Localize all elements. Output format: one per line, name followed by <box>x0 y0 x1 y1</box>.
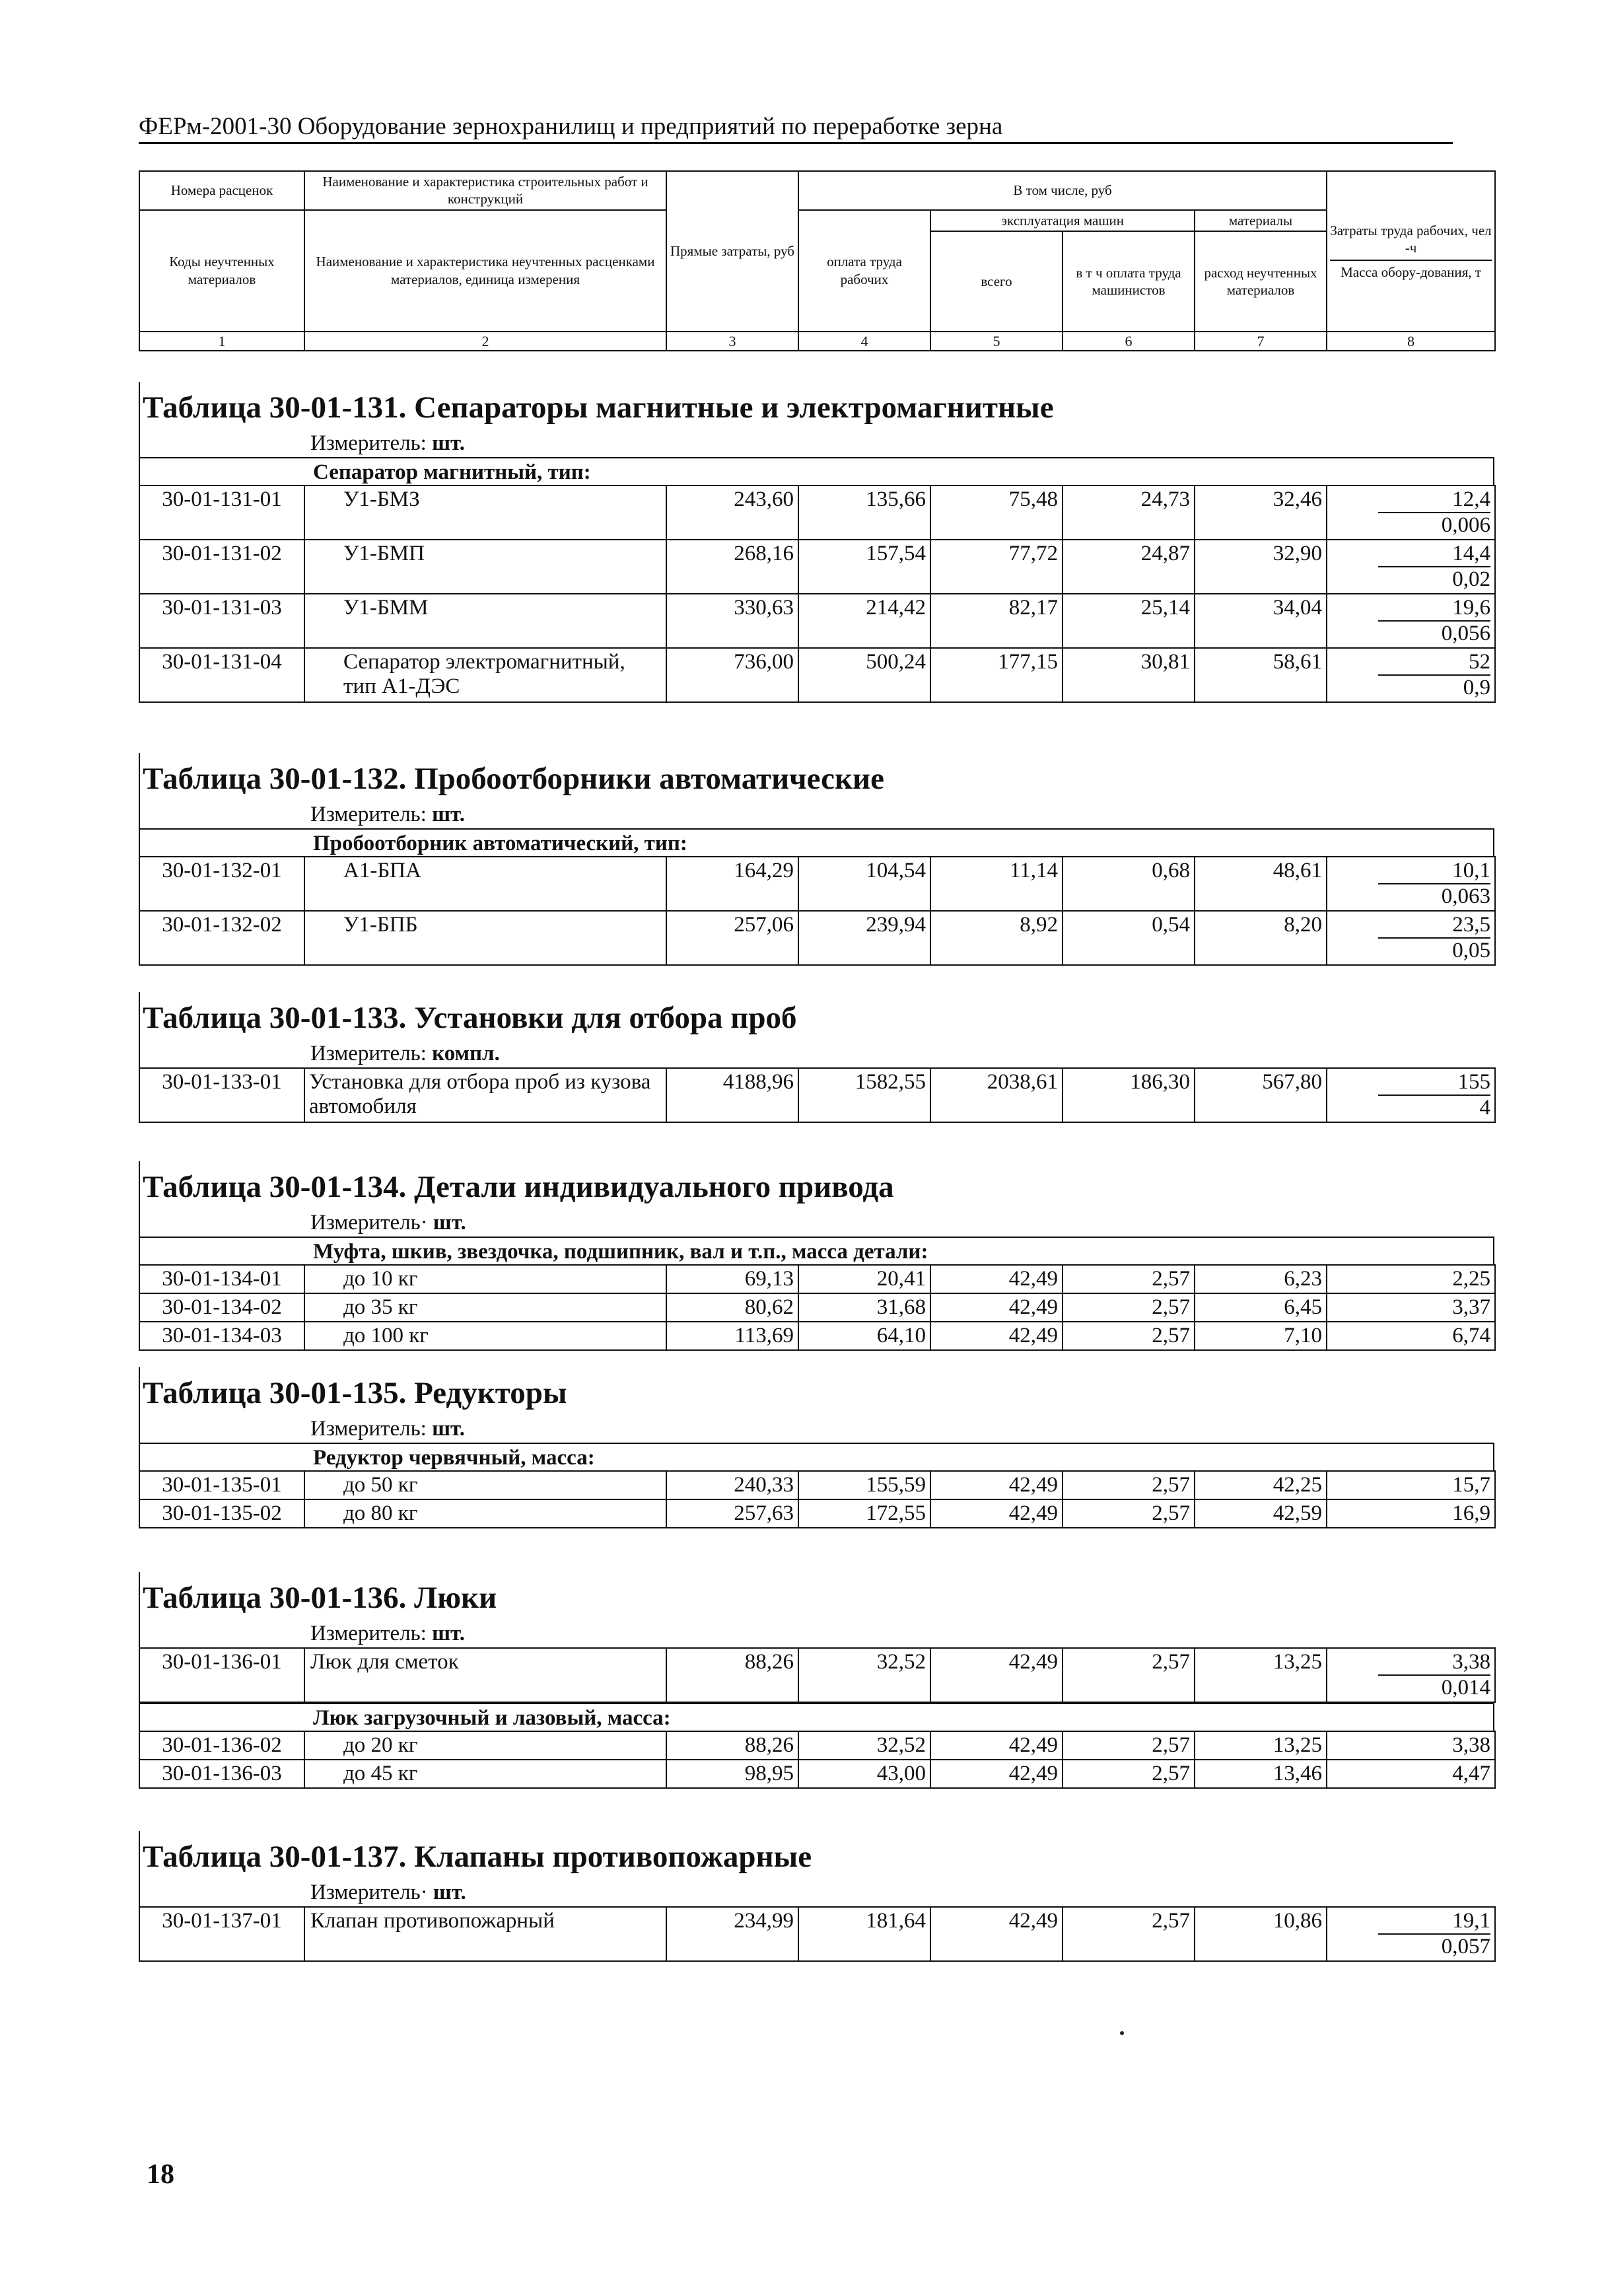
cost-c3: 240,33 <box>666 1471 798 1499</box>
cost-c5: 42,49 <box>930 1760 1063 1788</box>
work-name: Сепаратор электромагнитный, тип А1-ДЭС <box>304 648 666 702</box>
data-table <box>139 856 1496 966</box>
cost-c4: 1582,55 <box>798 1068 930 1122</box>
cost-c4: 155,59 <box>798 1471 930 1499</box>
col-number: 3 <box>666 332 798 351</box>
measure-value: шт. <box>433 1881 466 1904</box>
cost-c6: 2,57 <box>1063 1907 1195 1961</box>
table-title: Таблица 30-01-132. Пробоотборники автоматические <box>139 753 1494 801</box>
cost-c5: 42,49 <box>930 1499 1063 1528</box>
cost-c3: 257,06 <box>666 911 798 965</box>
table-title: Таблица 30-01-131. Сепараторы магнитные и электромагнитные <box>139 382 1494 429</box>
cost-c4: 135,66 <box>798 485 930 540</box>
labor-value-text: 14,4 <box>1378 542 1490 567</box>
measure-label: Измеритель: <box>310 803 427 826</box>
labor-cost <box>1327 540 1495 594</box>
table-row <box>139 485 1495 540</box>
cost-c7: 42,25 <box>1195 1471 1327 1499</box>
labor-cost <box>1327 857 1495 911</box>
cost-c6: 2,57 <box>1063 1471 1195 1499</box>
rate-code: 30-01-136-01 <box>139 1648 304 1702</box>
cost-c6: 0,54 <box>1063 911 1195 965</box>
labor-cost <box>1327 594 1495 648</box>
measure-unit <box>139 1415 1494 1443</box>
cost-c7: 42,59 <box>1195 1499 1327 1528</box>
group-header: В том числе, руб <box>798 171 1327 210</box>
labor-value <box>1331 1650 1490 1676</box>
data-table <box>139 485 1496 703</box>
cost-c3: 164,29 <box>666 857 798 911</box>
rate-code: 30-01-136-02 <box>139 1731 304 1760</box>
rate-code: 30-01-132-02 <box>139 911 304 965</box>
cost-c4: 214,42 <box>798 594 930 648</box>
cost-c4: 172,55 <box>798 1499 930 1528</box>
cost-c3: 243,60 <box>666 485 798 540</box>
cost-c5: 8,92 <box>930 911 1063 965</box>
labor-value-text: 155 <box>1378 1070 1490 1096</box>
labor-cost: 2,25 <box>1327 1265 1495 1293</box>
work-name: Клапан противопожарный <box>304 1907 666 1961</box>
col8-bottom: Масса обору-дования, т <box>1341 264 1481 280</box>
cost-c3: 98,95 <box>666 1760 798 1788</box>
subgroup-heading: Муфта, шкив, звездочка, подшипник, вал и т.п., масса детали: <box>139 1237 1494 1264</box>
price-table-section <box>139 1367 1494 1528</box>
table-row <box>139 911 1495 965</box>
cost-c6: 2,57 <box>1063 1760 1195 1788</box>
cost-c5: 2038,61 <box>930 1068 1063 1122</box>
col2-top: Наименование и характеристика строительных работ и конструкций <box>304 171 666 210</box>
cost-c3: 80,62 <box>666 1293 798 1322</box>
measure-label: Измеритель· <box>310 1881 428 1904</box>
labor-cost <box>1327 485 1495 540</box>
labor-value <box>1331 913 1490 939</box>
col2-bottom: Наименование и характеристика неучтенных расценками материалов, единица измерения <box>304 210 666 332</box>
work-name: У1-БПБ <box>304 911 666 965</box>
cost-c3: 257,63 <box>666 1499 798 1528</box>
cost-c3: 69,13 <box>666 1265 798 1293</box>
measure-label: Измеритель: <box>310 431 427 455</box>
equipment-mass: 0,05 <box>1452 938 1490 962</box>
table-row <box>139 1648 1495 1702</box>
rate-code: 30-01-134-03 <box>139 1322 304 1350</box>
price-table-section <box>139 1572 1494 1789</box>
cost-c3: 330,63 <box>666 594 798 648</box>
col6-header: в т ч оплата труда машинистов <box>1063 231 1195 332</box>
table-row <box>139 648 1495 702</box>
rate-code: 30-01-135-01 <box>139 1471 304 1499</box>
work-name: Люк для сметок <box>304 1648 666 1702</box>
price-table-section <box>139 382 1494 703</box>
col-number: 7 <box>1195 332 1327 351</box>
measure-label: Измеритель: <box>310 1622 427 1645</box>
price-table-section <box>139 992 1494 1123</box>
labor-value-text: 19,6 <box>1378 596 1490 622</box>
cost-c6: 24,73 <box>1063 485 1195 540</box>
equipment-mass: 0,056 <box>1441 621 1490 645</box>
labor-value-text: 3,38 <box>1378 1650 1490 1676</box>
work-name: до 100 кг <box>304 1322 666 1350</box>
cost-c5: 42,49 <box>930 1293 1063 1322</box>
rate-code: 30-01-135-02 <box>139 1499 304 1528</box>
labor-cost <box>1327 911 1495 965</box>
cost-c3: 736,00 <box>666 648 798 702</box>
measure-unit <box>139 1620 1494 1647</box>
measure-value: шт. <box>432 803 465 826</box>
equipment-mass: 4 <box>1479 1095 1490 1120</box>
measure-value: шт. <box>433 1211 466 1235</box>
col7-header: расход неучтенных материалов <box>1195 231 1327 332</box>
col-number: 1 <box>139 332 304 351</box>
cost-c4: 32,52 <box>798 1731 930 1760</box>
rate-code: 30-01-137-01 <box>139 1907 304 1961</box>
cost-c5: 42,49 <box>930 1731 1063 1760</box>
cost-c7: 8,20 <box>1195 911 1327 965</box>
cost-c6: 2,57 <box>1063 1648 1195 1702</box>
data-table <box>139 1647 1496 1703</box>
cost-c7: 13,46 <box>1195 1760 1327 1788</box>
col-number: 2 <box>304 332 666 351</box>
cost-c7: 32,90 <box>1195 540 1327 594</box>
measure-unit <box>139 1040 1494 1067</box>
measure-value: шт. <box>432 1622 465 1645</box>
rate-code: 30-01-131-02 <box>139 540 304 594</box>
cost-c5: 77,72 <box>930 540 1063 594</box>
table-title: Таблица 30-01-134. Детали индивидуального привода <box>139 1161 1494 1209</box>
cost-c5: 82,17 <box>930 594 1063 648</box>
equipment-mass: 0,014 <box>1441 1675 1490 1700</box>
equipment-mass: 0,02 <box>1452 567 1490 591</box>
work-name: Установка для отбора проб из кузова автомобиля <box>304 1068 666 1122</box>
work-name: до 35 кг <box>304 1293 666 1322</box>
table-title: Таблица 30-01-133. Установки для отбора проб <box>139 992 1494 1040</box>
cost-c3: 234,99 <box>666 1907 798 1961</box>
data-table <box>139 1470 1496 1528</box>
scan-mark <box>1120 2031 1124 2035</box>
cost-c4: 239,94 <box>798 911 930 965</box>
rate-code: 30-01-134-02 <box>139 1293 304 1322</box>
labor-cost <box>1327 648 1495 702</box>
table-title: Таблица 30-01-137. Клапаны противопожарные <box>139 1831 1494 1879</box>
table-row <box>139 1322 1495 1350</box>
price-table-section <box>139 1831 1494 1962</box>
labor-value <box>1331 487 1490 513</box>
subgroup-heading: Пробоотборник автоматический, тип: <box>139 828 1494 856</box>
rate-code: 30-01-136-03 <box>139 1760 304 1788</box>
cost-c4: 64,10 <box>798 1322 930 1350</box>
cost-c4: 31,68 <box>798 1293 930 1322</box>
cost-c5: 11,14 <box>930 857 1063 911</box>
rate-code: 30-01-131-04 <box>139 648 304 702</box>
cost-c7: 13,25 <box>1195 1731 1327 1760</box>
cost-c7: 48,61 <box>1195 857 1327 911</box>
price-table-section <box>139 1161 1494 1351</box>
measure-unit <box>139 801 1494 828</box>
equipment-mass: 0,057 <box>1441 1934 1490 1958</box>
col-number: 5 <box>930 332 1063 351</box>
measure-unit <box>139 429 1494 457</box>
table-row <box>139 594 1495 648</box>
labor-cost: 3,38 <box>1327 1731 1495 1760</box>
subgroup-heading: Редуктор червячный, масса: <box>139 1443 1494 1470</box>
cost-c7: 7,10 <box>1195 1322 1327 1350</box>
labor-cost <box>1327 1068 1495 1122</box>
cost-c3: 88,26 <box>666 1648 798 1702</box>
cost-c6: 30,81 <box>1063 648 1195 702</box>
table-row <box>139 1068 1495 1122</box>
work-name: до 80 кг <box>304 1499 666 1528</box>
labor-cost <box>1327 1648 1495 1702</box>
col1-bottom: Коды неучтенных материалов <box>139 210 304 332</box>
rate-code: 30-01-131-03 <box>139 594 304 648</box>
cost-c4: 32,52 <box>798 1648 930 1702</box>
cost-c6: 2,57 <box>1063 1499 1195 1528</box>
cost-c7: 58,61 <box>1195 648 1327 702</box>
labor-cost <box>1327 1907 1495 1961</box>
cost-c5: 42,49 <box>930 1265 1063 1293</box>
table-row <box>139 1731 1495 1760</box>
measure-unit <box>139 1209 1494 1237</box>
measure-label: Измеритель: <box>310 1042 427 1065</box>
cost-c3: 268,16 <box>666 540 798 594</box>
measure-value: шт. <box>432 431 465 455</box>
cost-c5: 42,49 <box>930 1471 1063 1499</box>
work-name: до 50 кг <box>304 1471 666 1499</box>
table-row <box>139 857 1495 911</box>
cost-c6: 0,68 <box>1063 857 1195 911</box>
equipment-mass: 0,006 <box>1441 513 1490 537</box>
labor-value <box>1331 1070 1490 1096</box>
data-table <box>139 1731 1496 1789</box>
measure-value: шт. <box>432 1417 465 1441</box>
labor-cost: 16,9 <box>1327 1499 1495 1528</box>
labor-cost: 15,7 <box>1327 1471 1495 1499</box>
measure-label: Измеритель: <box>310 1417 427 1441</box>
rate-code: 30-01-132-01 <box>139 857 304 911</box>
table-row <box>139 1265 1495 1293</box>
labor-value-text: 52 <box>1378 650 1490 676</box>
table-row <box>139 1760 1495 1788</box>
machines-header: эксплуатация машин <box>930 210 1195 231</box>
cost-c7: 10,86 <box>1195 1907 1327 1961</box>
col8-header <box>1327 171 1495 332</box>
labor-value-text: 23,5 <box>1378 913 1490 939</box>
cost-c7: 34,04 <box>1195 594 1327 648</box>
data-table <box>139 1264 1496 1351</box>
cost-c4: 181,64 <box>798 1907 930 1961</box>
cost-c7: 6,45 <box>1195 1293 1327 1322</box>
table-title: Таблица 30-01-135. Редукторы <box>139 1367 1494 1415</box>
labor-cost: 4,47 <box>1327 1760 1495 1788</box>
cost-c5: 42,49 <box>930 1907 1063 1961</box>
table-row <box>139 1293 1495 1322</box>
cost-c7: 13,25 <box>1195 1648 1327 1702</box>
cost-c4: 157,54 <box>798 540 930 594</box>
cost-c5: 42,49 <box>930 1322 1063 1350</box>
col-number: 6 <box>1063 332 1195 351</box>
materials-header: материалы <box>1195 210 1327 231</box>
cost-c3: 113,69 <box>666 1322 798 1350</box>
labor-value <box>1331 650 1490 676</box>
table-row <box>139 540 1495 594</box>
page-header: ФЕРм-2001-30 Оборудование зернохранилищ и предприятий по переработке зерна <box>139 112 1453 144</box>
labor-value <box>1331 859 1490 884</box>
work-name: до 45 кг <box>304 1760 666 1788</box>
price-table-section <box>139 753 1494 966</box>
col-number: 4 <box>798 332 930 351</box>
labor-cost: 6,74 <box>1327 1322 1495 1350</box>
data-table <box>139 1067 1496 1123</box>
work-name: до 20 кг <box>304 1731 666 1760</box>
equipment-mass: 0,9 <box>1463 675 1490 700</box>
work-name: до 10 кг <box>304 1265 666 1293</box>
col5-header: всего <box>930 231 1063 332</box>
table-row <box>139 1471 1495 1499</box>
cost-c6: 24,87 <box>1063 540 1195 594</box>
cost-c5: 177,15 <box>930 648 1063 702</box>
col-number: 8 <box>1327 332 1495 351</box>
measure-label: Измеритель· <box>310 1211 428 1235</box>
rate-code: 30-01-133-01 <box>139 1068 304 1122</box>
subgroup-heading: Люк загрузочный и лазовый, масса: <box>139 1703 1494 1731</box>
labor-value-text: 10,1 <box>1378 859 1490 884</box>
table-row <box>139 1499 1495 1528</box>
work-name: У1-БМП <box>304 540 666 594</box>
subgroup-heading: Сепаратор магнитный, тип: <box>139 457 1494 485</box>
cost-c4: 20,41 <box>798 1265 930 1293</box>
cost-c6: 2,57 <box>1063 1731 1195 1760</box>
labor-cost: 3,37 <box>1327 1293 1495 1322</box>
data-table <box>139 1906 1496 1962</box>
cost-c4: 43,00 <box>798 1760 930 1788</box>
measure-value: компл. <box>432 1042 500 1065</box>
cost-c7: 6,23 <box>1195 1265 1327 1293</box>
cost-c6: 186,30 <box>1063 1068 1195 1122</box>
table-title: Таблица 30-01-136. Люки <box>139 1572 1494 1620</box>
rate-code: 30-01-134-01 <box>139 1265 304 1293</box>
cost-c7: 567,80 <box>1195 1068 1327 1122</box>
cost-c4: 500,24 <box>798 648 930 702</box>
cost-c5: 42,49 <box>930 1648 1063 1702</box>
cost-c6: 25,14 <box>1063 594 1195 648</box>
cost-c3: 4188,96 <box>666 1068 798 1122</box>
labor-value <box>1331 596 1490 622</box>
cost-c6: 2,57 <box>1063 1322 1195 1350</box>
cost-c5: 75,48 <box>930 485 1063 540</box>
cost-c6: 2,57 <box>1063 1293 1195 1322</box>
labor-value <box>1331 1909 1490 1935</box>
col3-header: Прямые затраты, руб <box>666 171 798 332</box>
work-name: У1-БМЗ <box>304 485 666 540</box>
rate-code: 30-01-131-01 <box>139 485 304 540</box>
work-name: А1-БПА <box>304 857 666 911</box>
equipment-mass: 0,063 <box>1441 884 1490 908</box>
cost-c4: 104,54 <box>798 857 930 911</box>
page-number: 18 <box>147 2159 174 2190</box>
col8-top: Затраты труда рабочих, чел -ч <box>1330 222 1492 261</box>
measure-unit <box>139 1879 1494 1906</box>
labor-value-text: 19,1 <box>1378 1909 1490 1935</box>
cost-c3: 88,26 <box>666 1731 798 1760</box>
table-row <box>139 1907 1495 1961</box>
cost-c6: 2,57 <box>1063 1265 1195 1293</box>
labor-value-text: 12,4 <box>1378 487 1490 513</box>
cost-c7: 32,46 <box>1195 485 1327 540</box>
work-name: У1-БММ <box>304 594 666 648</box>
labor-value <box>1331 542 1490 567</box>
column-header-table <box>139 170 1496 351</box>
col1-top: Номера расценок <box>139 171 304 210</box>
col4-header: оплата труда рабочих <box>798 210 930 332</box>
